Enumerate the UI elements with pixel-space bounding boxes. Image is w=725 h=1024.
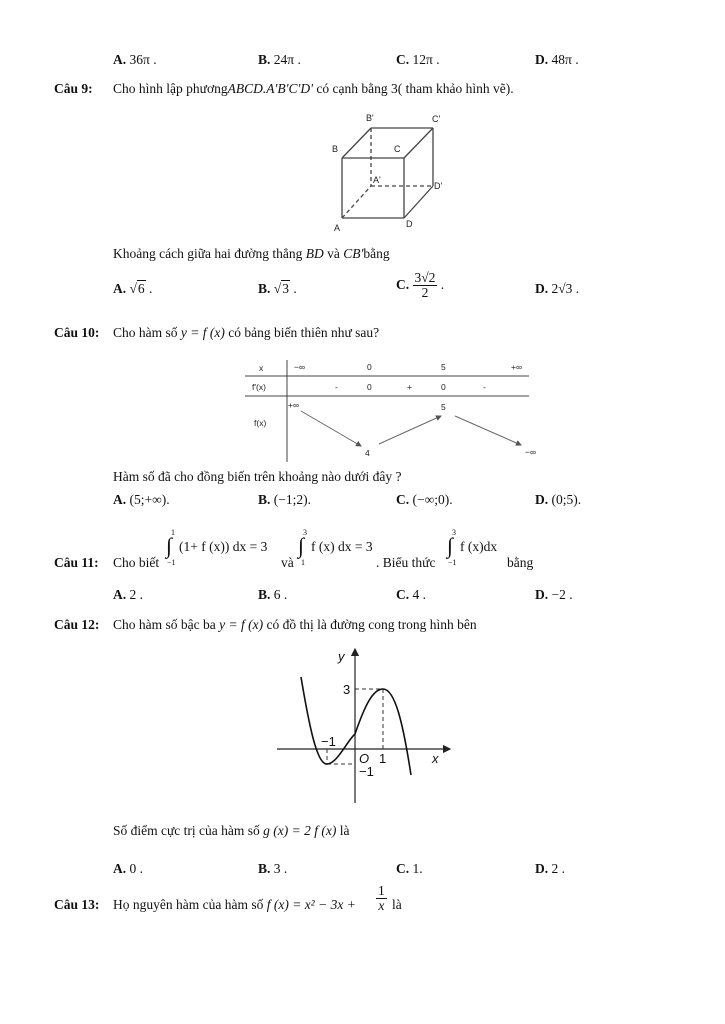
int1-body: (1+ f (x)) dx = 3 <box>179 539 268 554</box>
q12-label: Câu 12: <box>54 617 100 632</box>
q8-option-b: B. 24π . <box>258 52 301 67</box>
table-sign: 0 <box>367 382 372 392</box>
table-x-val: 5 <box>441 362 446 372</box>
variation-table <box>243 358 543 462</box>
cube-figure <box>328 110 448 235</box>
q10-option-b: B. (−1;2). <box>258 492 311 507</box>
table-f-max: 5 <box>441 402 446 412</box>
q10-question: Hàm số đã cho đồng biến trên khoảng nào dưới đây ? <box>113 469 402 484</box>
label-b: B <box>332 144 339 154</box>
q11-label: Câu 11: <box>54 555 99 570</box>
q12-question: Số điểm cực trị của hàm số g (x) = 2 f (x) là <box>113 823 350 838</box>
integral-sign: ∫ <box>166 533 173 558</box>
table-f-min: 4 <box>365 448 370 458</box>
label-c: C <box>394 144 401 154</box>
label-bp: B' <box>366 113 374 123</box>
table-sign: - <box>483 382 486 392</box>
graph-x-1: 1 <box>379 751 387 766</box>
q13-text: Họ nguyên hàm của hàm số f (x) = x² − 3x + <box>113 897 356 912</box>
graph-y-neg1: −1 <box>359 764 374 779</box>
table-x-val: 0 <box>367 362 372 372</box>
q11-option-a: A. 2 . <box>113 587 143 602</box>
int3-body: f (x)dx <box>460 539 498 554</box>
int3-upper: 3 <box>452 528 456 537</box>
q12-option-c: C. 1. <box>396 861 423 876</box>
q11-text-post: bằng <box>507 555 534 570</box>
table-sign: - <box>335 382 338 392</box>
table-x-val: +∞ <box>511 362 523 372</box>
q10-text: Cho hàm số y = f (x) có bảng biến thiên như sau? <box>113 325 380 340</box>
label-dp: D' <box>434 181 443 191</box>
q11-option-d: D. −2 . <box>535 587 573 602</box>
q11-option-b: B. 6 . <box>258 587 288 602</box>
q10-option-a: A. (5;+∞). <box>113 492 170 507</box>
q12-option-b: B. 3 . <box>258 861 288 876</box>
table-sign: + <box>407 382 412 392</box>
q8-option-d: D. 48π . <box>535 52 579 67</box>
q11-text-pre: Cho biết <box>113 555 160 570</box>
int2-upper: 3 <box>303 528 307 537</box>
cubic-graph <box>275 645 455 807</box>
integral-sign: ∫ <box>447 533 454 558</box>
int1-lower: −1 <box>167 558 176 567</box>
q9-option-d: D. 2√3 . <box>535 281 580 296</box>
graph-x-label: x <box>432 751 439 766</box>
label-ap: A' <box>373 175 381 185</box>
label-d: D <box>406 219 413 229</box>
q10-label: Câu 10: <box>54 325 100 340</box>
int1-upper: 1 <box>171 528 175 537</box>
label-cp: C' <box>432 114 441 124</box>
label-a: A <box>334 223 341 233</box>
table-f-end: −∞ <box>525 447 537 457</box>
q9-question: Khoảng cách giữa hai đường thẳng BD và CB'bằng <box>113 246 390 261</box>
q8-option-c: C. 12π . <box>396 52 440 67</box>
integral-sign: ∫ <box>298 533 305 558</box>
graph-neg1-left: −1 <box>321 734 336 749</box>
q9-option-a: A. √6 . <box>113 281 153 296</box>
table-f-label: f(x) <box>254 418 267 428</box>
q9-label: Câu 9: <box>54 81 93 96</box>
q9-text: Cho hình lập phươngABCD.A'B'C'D' có cạnh bằng 3( tham khảo hình vẽ). <box>113 81 514 96</box>
table-x-val: −∞ <box>294 362 306 372</box>
table-f-start: +∞ <box>288 400 300 410</box>
q9-option-c: C. $\frac{3√2}{2}$ . <box>396 270 445 301</box>
q11-expr-label: . Biểu thức <box>376 555 436 570</box>
q12-text: Cho hàm số bậc ba y = f (x) có đồ thị là đường cong trong hình bên <box>113 617 477 632</box>
int2-body: f (x) dx = 3 <box>311 539 373 554</box>
q13-fraction: $\frac{1}{x}$ <box>378 883 385 914</box>
table-sign: 0 <box>441 382 446 392</box>
q12-option-d: D. 2 . <box>535 861 565 876</box>
graph-y-3: 3 <box>343 682 351 697</box>
q11-option-c: C. 4 . <box>396 587 426 602</box>
q10-option-d: D. (0;5). <box>535 492 582 507</box>
q12-option-a: A. 0 . <box>113 861 143 876</box>
int3-lower: −1 <box>448 558 457 567</box>
q11-and: và <box>281 555 294 570</box>
table-fprime-label: f'(x) <box>252 382 266 392</box>
graph-origin: O <box>359 751 370 766</box>
table-x-label: x <box>259 363 264 373</box>
graph-y-label: y <box>338 649 345 664</box>
int2-lower: 1 <box>301 558 305 567</box>
q9-option-b: B. √3 . <box>258 281 297 296</box>
cubic-curve <box>301 677 411 775</box>
q8-option-a: A. 36π . <box>113 52 157 67</box>
q10-option-c: C. (−∞;0). <box>396 492 453 507</box>
q13-label: Câu 13: <box>54 897 100 912</box>
q13-text-post: là <box>392 897 402 912</box>
